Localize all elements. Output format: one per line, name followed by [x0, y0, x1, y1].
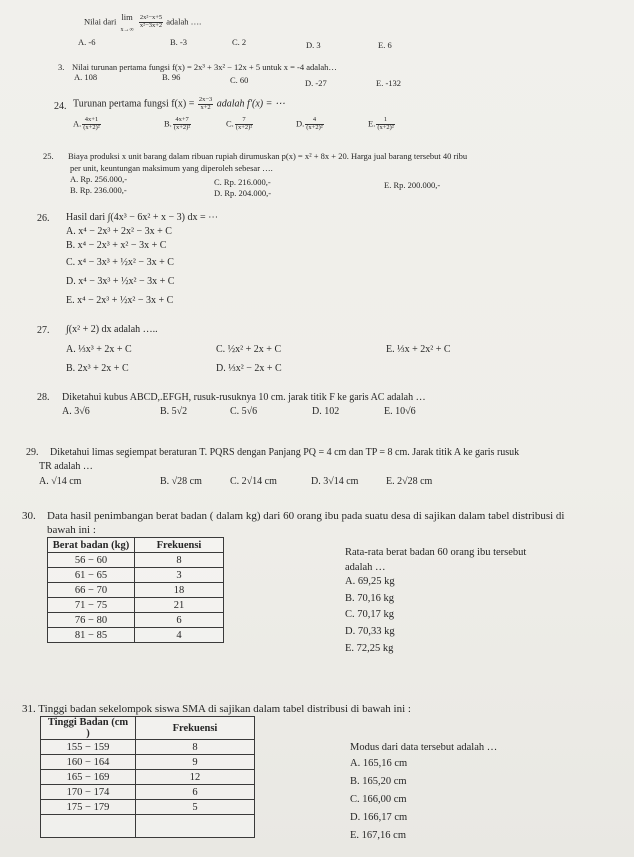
- q25-option-a: A. Rp. 256.000,-: [70, 174, 128, 184]
- q29-option-d: D. 3√14 cm: [311, 476, 359, 487]
- q31-table-header: [41, 717, 255, 740]
- q30-header-freq: Frekuensi: [135, 538, 224, 553]
- q27-option-b: B. 2x³ + 2x + C: [66, 363, 129, 374]
- q24-option-d-num: 4: [305, 117, 323, 125]
- q24-option-d-label: D.: [296, 118, 305, 129]
- q29-option-e: E. 2√28 cm: [386, 476, 433, 487]
- q22-question: [84, 13, 201, 33]
- q28-option-d: D. 102: [312, 406, 340, 417]
- q24-question: [73, 97, 285, 112]
- q30-table: [47, 537, 224, 643]
- q24-option-c-num: 7: [235, 117, 253, 125]
- q29-line1: Diketahui limas segiempat beraturan T. PQRS dengan Panjang PQ = 4 cm dan TP = 8 cm. Jarak titik A ke garis rusuk: [50, 447, 520, 458]
- q24-option-e-den: (x+2)²: [377, 123, 394, 131]
- q22-option-a: A. -6: [78, 37, 96, 47]
- q30-line2: bawah ini :: [47, 524, 96, 536]
- q22-lead: Nilai dari: [84, 16, 117, 27]
- q25-option-c: C. Rp. 216.000,-: [214, 177, 271, 187]
- q23-option-e: E. -132: [376, 78, 402, 88]
- q31-cell-range: 175 − 179: [41, 800, 136, 815]
- q26-option-c: C. x⁴ − 3x³ + ½x² − 3x + C: [66, 257, 174, 268]
- q23-option-b: B. 96: [162, 72, 181, 82]
- q28-option-b: B. 5√2: [160, 406, 188, 417]
- q26-option-d: D. x⁴ − 3x³ + ½x² − 3x + C: [66, 276, 175, 287]
- q24-option-a-label: A.: [73, 118, 82, 129]
- q30-prompt1: Rata-rata berat badan 60 orang ibu tersebut: [345, 547, 527, 558]
- q26-option-a: A. x⁴ − 2x³ + 2x² − 3x + C: [66, 226, 172, 237]
- q25-line2: per unit, keuntungan maksimum yang diperoleh sebesar ….: [70, 163, 273, 173]
- table-row: [48, 583, 224, 598]
- q31-option-b: B. 165,20 cm: [350, 776, 407, 787]
- q30-number: 30.: [22, 510, 36, 522]
- q24-lead: Turunan pertama fungsi f(x) =: [73, 98, 195, 110]
- q30-cell-range: 56 − 60: [48, 553, 135, 568]
- q24-fn-fraction: [198, 97, 213, 112]
- q29-line2: TR adalah …: [39, 461, 93, 472]
- q31-option-e: E. 167,16 cm: [350, 830, 406, 841]
- q25-option-b: B. Rp. 236.000,-: [70, 185, 127, 195]
- q31-cell-freq: 5: [136, 800, 255, 815]
- q31-option-c: C. 166,00 cm: [350, 794, 407, 805]
- q31-empty-cell: [136, 815, 255, 838]
- q31-cell-range: 165 − 169: [41, 770, 136, 785]
- q30-cell-range: 71 − 75: [48, 598, 135, 613]
- table-row: [48, 613, 224, 628]
- q29-number: 29.: [26, 447, 39, 458]
- q31-text: 31. Tinggi badan sekelompok siswa SMA di sajikan dalam tabel distribusi di bawah ini :: [22, 703, 411, 715]
- q30-cell-range: 66 − 70: [48, 583, 135, 598]
- q30-cell-freq: 3: [135, 568, 224, 583]
- q24-fn-den: x+2: [200, 103, 211, 111]
- q29-option-b: B. √28 cm: [160, 476, 202, 487]
- q30-cell-freq: 6: [135, 613, 224, 628]
- q30-option-a: A. 69,25 kg: [345, 576, 395, 587]
- q25-option-d: D. Rp. 204.000,-: [214, 188, 272, 198]
- q22-numerator: 2x²−x+5: [139, 14, 163, 22]
- q22-tail: adalah ….: [166, 16, 202, 27]
- q27-number: 27.: [37, 325, 50, 336]
- q24-tail: adalah f′(x) = ⋯: [216, 98, 285, 110]
- q26-option-b: B. x⁴ − 2x³ + x² − 3x + C: [66, 240, 167, 251]
- q30-cell-freq: 21: [135, 598, 224, 613]
- q27-option-e: E. ⅓x + 2x² + C: [386, 344, 451, 355]
- q22-option-d: D. 3: [306, 40, 321, 50]
- q31-cell-range: 155 − 159: [41, 740, 136, 755]
- q31-cell-freq: 9: [136, 755, 255, 770]
- q31-option-d: D. 166,17 cm: [350, 812, 408, 823]
- q24-option-a-num: 4x+1: [82, 117, 100, 125]
- q28-option-a: A. 3√6: [62, 406, 90, 417]
- q24-option-e-num: 1: [376, 117, 394, 125]
- q31-empty-cell: [41, 815, 136, 838]
- q22-option-e: E. 6: [378, 40, 392, 50]
- q24-option-b-num: 4x+7: [173, 117, 191, 125]
- q23-number: 3.: [58, 62, 65, 72]
- q30-header-weight: Berat badan (kg): [48, 538, 135, 553]
- q27-option-a: A. ⅓x³ + 2x + C: [66, 344, 132, 355]
- q29-option-c: C. 2√14 cm: [230, 476, 277, 487]
- q26-text: Hasil dari ∫(4x³ − 6x² + x − 3) dx = ⋯: [66, 212, 219, 223]
- q24-option-c: [226, 117, 254, 132]
- q26-number: 26.: [37, 213, 50, 224]
- q24-option-c-den: (x+2)²: [235, 123, 253, 131]
- q31-cell-freq: 6: [136, 785, 255, 800]
- q28-number: 28.: [37, 392, 50, 403]
- q23-option-c: C. 60: [230, 75, 249, 85]
- q28-text: Diketahui kubus ABCD,.EFGH, rusuk-rusuknya 10 cm. jarak titik F ke garis AC adalah …: [62, 392, 426, 403]
- q30-prompt2: adalah …: [345, 562, 386, 573]
- q24-option-e: [368, 117, 396, 132]
- q24-option-c-label: C.: [226, 118, 234, 129]
- q30-line1: Data hasil penimbangan berat badan ( dalam kg) dari 60 orang ibu pada suatu desa di sajikan dalam tabel distribusi di: [47, 510, 565, 522]
- q22-option-b: B. -3: [170, 37, 187, 47]
- table-row: [48, 628, 224, 643]
- q30-option-c: C. 70,17 kg: [345, 609, 395, 620]
- q31-cell-range: 160 − 164: [41, 755, 136, 770]
- q26-option-e: E. x⁴ − 2x³ + ½x² − 3x + C: [66, 295, 174, 306]
- q30-option-e: E. 72,25 kg: [345, 643, 394, 654]
- q22-lim-sub: x→∞: [120, 26, 134, 33]
- q28-option-e: E. 10√6: [384, 406, 416, 417]
- table-row: [48, 568, 224, 583]
- q28-option-c: C. 5√6: [230, 406, 258, 417]
- q24-option-b-den: (x+2)²: [173, 123, 191, 131]
- q22-denominator: x²−3x+2: [139, 22, 163, 30]
- q30-cell-freq: 8: [135, 553, 224, 568]
- q22-fraction: [139, 15, 163, 30]
- q29-option-a: A. √14 cm: [39, 476, 82, 487]
- q30-table-header: [48, 538, 224, 553]
- q24-option-a-den: (x+2)²: [83, 123, 100, 131]
- q30-cell-range: 76 − 80: [48, 613, 135, 628]
- q27-option-c: C. ½x² + 2x + C: [216, 344, 282, 355]
- table-row: [48, 553, 224, 568]
- q31-header-height: Tinggi Badan (cm ): [41, 717, 136, 740]
- q27-option-d: D. ⅓x² − 2x + C: [216, 363, 282, 374]
- q24-option-e-label: E.: [368, 118, 376, 129]
- table-row: [41, 770, 255, 785]
- q30-cell-range: 81 − 85: [48, 628, 135, 643]
- q24-number: 24.: [54, 101, 67, 112]
- q31-header-freq: Frekuensi: [136, 717, 255, 740]
- q24-option-b: [164, 117, 192, 132]
- table-row: [48, 598, 224, 613]
- q31-table: [40, 716, 255, 838]
- q25-option-e: E. Rp. 200.000,-: [384, 180, 441, 190]
- q30-cell-freq: 4: [135, 628, 224, 643]
- table-row: [41, 785, 255, 800]
- q30-cell-range: 61 − 65: [48, 568, 135, 583]
- table-row: [41, 755, 255, 770]
- q25-number: 25.: [43, 151, 54, 161]
- q31-option-a: A. 165,16 cm: [350, 758, 408, 769]
- q31-cell-freq: 8: [136, 740, 255, 755]
- table-row: [41, 740, 255, 755]
- q24-option-b-label: B.: [164, 118, 172, 129]
- q30-option-d: D. 70,33 kg: [345, 626, 395, 637]
- q24-option-d: [296, 117, 325, 132]
- q24-option-a: [73, 117, 102, 132]
- q31-cell-range: 170 − 174: [41, 785, 136, 800]
- q23-text: Nilai turunan pertama fungsi f(x) = 2x³ + 3x² − 12x + 5 untuk x = -4 adalah…: [72, 62, 337, 72]
- q24-fn-num: 2x−3: [198, 96, 213, 103]
- q23-option-d: D. -27: [305, 78, 327, 88]
- q30-option-b: B. 70,16 kg: [345, 593, 395, 604]
- table-row: [41, 800, 255, 815]
- q24-option-d-den: (x+2)²: [306, 123, 323, 131]
- q23-option-a: A. 108: [74, 72, 98, 82]
- q22-option-c: C. 2: [232, 37, 247, 47]
- q27-text: ∫(x² + 2) dx adalah …..: [66, 324, 158, 335]
- q22-lim: lim: [121, 12, 133, 22]
- table-row: [41, 815, 255, 838]
- q30-cell-freq: 18: [135, 583, 224, 598]
- q31-prompt: Modus dari data tersebut adalah …: [350, 742, 498, 753]
- q31-cell-freq: 12: [136, 770, 255, 785]
- q25-line1: Biaya produksi x unit barang dalam ribuan rupiah dirumuskan p(x) = x² + 8x + 20. Harga jual barang tersebut 40 ribu: [68, 151, 468, 161]
